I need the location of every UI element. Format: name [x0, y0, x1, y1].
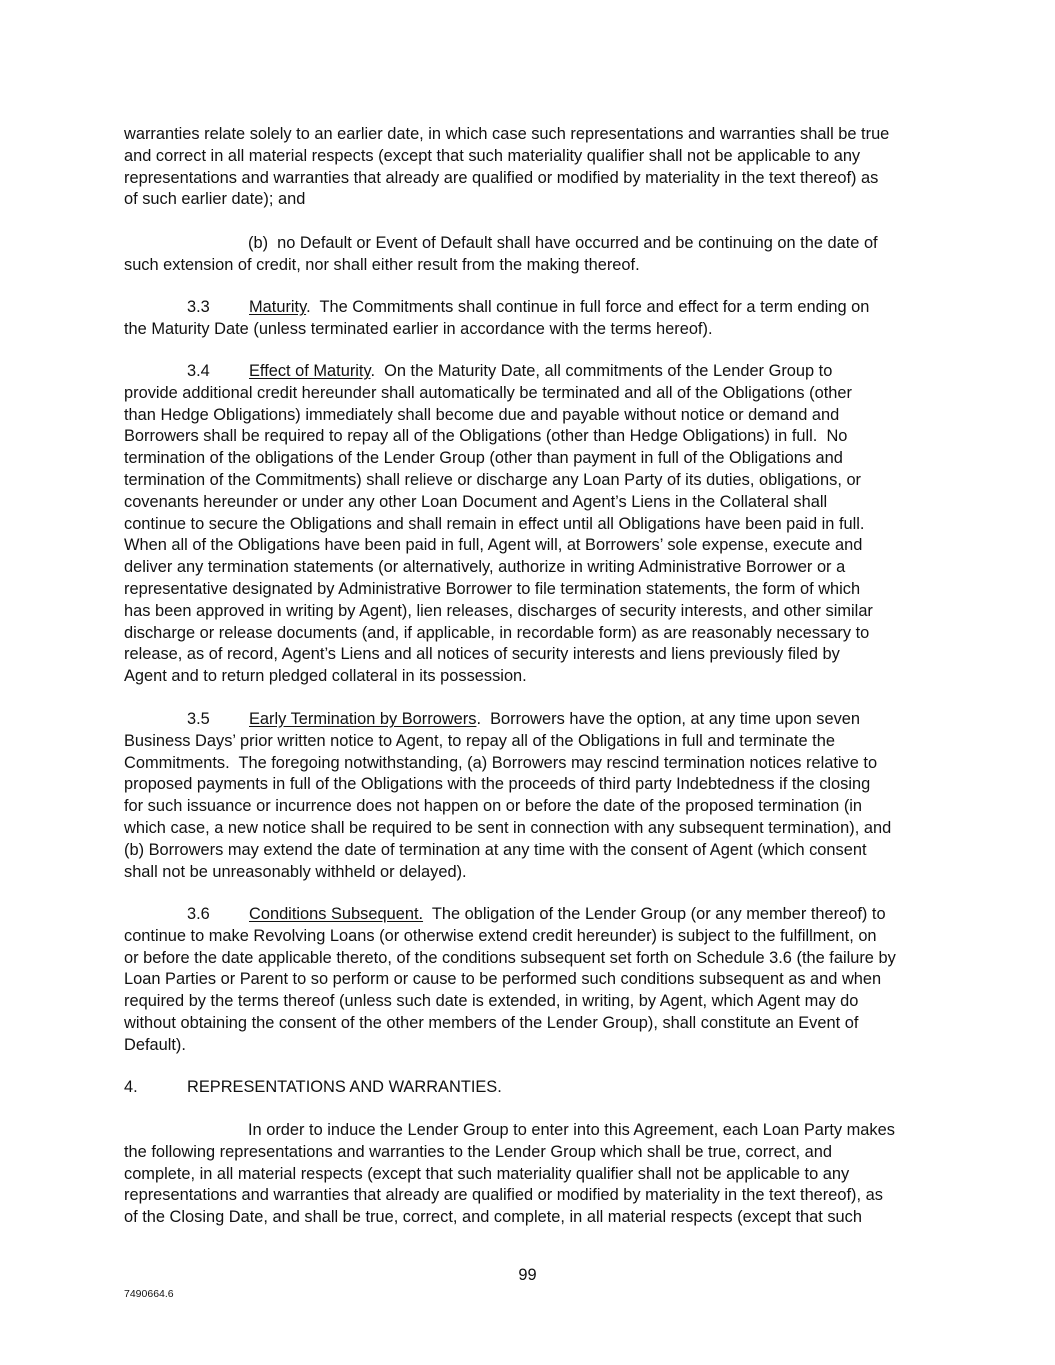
text-line: (b) Borrowers may extend the date of termination at any time with the consent of Agent (which consent [124, 840, 867, 859]
text-line: deliver any termination statements (or alternatively, authorize in writing Administrative Borrower or a [124, 558, 846, 577]
section-first-line [124, 361, 934, 383]
text-line: Borrowers shall be required to repay all of the Obligations (other than Hedge Obligations) in full. No [124, 427, 848, 446]
text-line: the following representations and warranties to the Lender Group which shall be true, correct, and [124, 1142, 832, 1161]
section-number: 3.3 [187, 298, 210, 316]
section-text: . On the Maturity Date, all commitments of the Lender Group to [370, 362, 833, 380]
text-line: warranties relate solely to an earlier date, in which case such representations and warranties shall be true [124, 125, 890, 143]
section-title: REPRESENTATIONS AND WARRANTIES. [187, 1078, 502, 1096]
text-line: continue to secure the Obligations and shall remain in effect until all Obligations have been paid in full. [124, 514, 865, 533]
text-line: Loan Parties or Parent to so perform or cause to be performed such conditions subsequent as and when [124, 970, 882, 989]
section-title: Early Termination by Borrowers [249, 710, 477, 728]
section-title: Effect of Maturity [249, 362, 371, 380]
section-3-3 [124, 297, 934, 341]
text-line: shall not be unreasonably withheld or delayed). [124, 862, 467, 881]
section-number: 4. [124, 1078, 138, 1096]
section-text: The obligation of the Lender Group (or any member thereof) to [423, 905, 886, 923]
text-line: representations and warranties that already are qualified or modified by materiality in the text thereof) as [124, 168, 879, 187]
text-line: (b) no Default or Event of Default shall have occurred and be continuing on the date of [248, 234, 878, 252]
text-line: without obtaining the consent of the other members of the Lender Group), shall constitute an Event of [124, 1013, 859, 1032]
section-title: Maturity [249, 298, 307, 316]
text-line: Default). [124, 1035, 186, 1054]
section-first-line [124, 709, 934, 731]
paragraph-b [124, 233, 934, 277]
section-4-heading [124, 1077, 934, 1099]
section-3-6 [124, 904, 934, 1057]
text-line: complete, in all material respects (except that such materiality qualifier shall not be applicable to any [124, 1164, 850, 1183]
section-number: 3.4 [187, 362, 210, 380]
text-line: of such earlier date); and [124, 190, 306, 209]
section-3-5 [124, 709, 934, 883]
text-line: representative designated by Administrative Borrower to file termination statements, the form of which [124, 579, 861, 598]
text-line: Agent and to return pledged collateral in its possession. [124, 667, 527, 686]
text-line: representations and warranties that already are qualified or modified by materiality in the text thereof), as [124, 1186, 883, 1205]
text-line: provide additional credit hereunder shall automatically be terminated and all of the Obligations (other [124, 383, 852, 402]
section-text: . Borrowers have the option, at any time upon seven [476, 710, 861, 728]
text-line: has been approved in writing by Agent), lien releases, discharges of security interests, and other similar [124, 601, 873, 620]
text-line: than Hedge Obligations) immediately shall become due and payable without notice or demand and [124, 405, 840, 424]
section-number: 3.5 [187, 710, 210, 728]
heading-line [124, 1077, 934, 1099]
section-3-4 [124, 361, 934, 688]
text-line: which case, a new notice shall be required to be sent in connection with any subsequent termination), and [124, 818, 892, 837]
section-first-line [124, 297, 934, 319]
paragraph-continuation [124, 124, 934, 211]
text-line: required by the terms thereof (unless such date is extended, in writing, by Agent, which Agent may do [124, 992, 859, 1011]
text-line: covenants hereunder or under any other Loan Document and Agent’s Liens in the Collateral shall [124, 492, 828, 511]
text-line: continue to make Revolving Loans (or otherwise extend credit hereunder) is subject to the fulfillment, on [124, 926, 877, 945]
section-number: 3.6 [187, 905, 210, 923]
text-line: or before the date applicable thereto, of the conditions subsequent set forth on Schedule 3.6 (the failure by [124, 948, 896, 967]
section-first-line [124, 904, 934, 926]
text-line: termination of the Commitments) shall relieve or discharge any Loan Party of its duties, obligations, or [124, 470, 862, 489]
text-line: release, as of record, Agent’s Liens and all notices of security interests and liens previously filed by [124, 645, 840, 664]
text-line: termination of the obligations of the Lender Group (other than payment in full of the Obligations and [124, 449, 843, 468]
section-4-intro [124, 1120, 934, 1229]
text-line: the Maturity Date (unless terminated earlier in accordance with the terms hereof). [124, 319, 713, 338]
page-number: 99 [518, 1266, 537, 1284]
text-line: When all of the Obligations have been paid in full, Agent will, at Borrowers’ sole expense, execute and [124, 536, 863, 555]
text-line: discharge or release documents (and, if applicable, in recordable form) as are reasonably necessary to [124, 623, 870, 642]
text-line: of the Closing Date, and shall be true, correct, and complete, in all material respects (except that such [124, 1208, 862, 1227]
text-line: and correct in all material respects (except that such materiality qualifier shall not be applicable to any [124, 146, 861, 165]
text-line: such extension of credit, nor shall either result from the making thereof. [124, 255, 640, 274]
section-text: . The Commitments shall continue in full force and effect for a term ending on [306, 298, 870, 316]
text-line: for such issuance or incurrence does not happen on or before the date of the proposed termination (in [124, 797, 863, 816]
text-line: proposed payments in full of the Obligations with the proceeds of third party Indebtedness if the closing [124, 775, 871, 794]
document-id: 7490664.6 [124, 1288, 174, 1300]
text-line: In order to induce the Lender Group to enter into this Agreement, each Loan Party makes [248, 1121, 895, 1139]
section-title: Conditions Subsequent. [249, 905, 424, 923]
text-line: Commitments. The foregoing notwithstanding, (a) Borrowers may rescind termination notices relative to [124, 753, 878, 772]
text-line: Business Days’ prior written notice to Agent, to repay all of the Obligations in full and terminate the [124, 731, 835, 750]
